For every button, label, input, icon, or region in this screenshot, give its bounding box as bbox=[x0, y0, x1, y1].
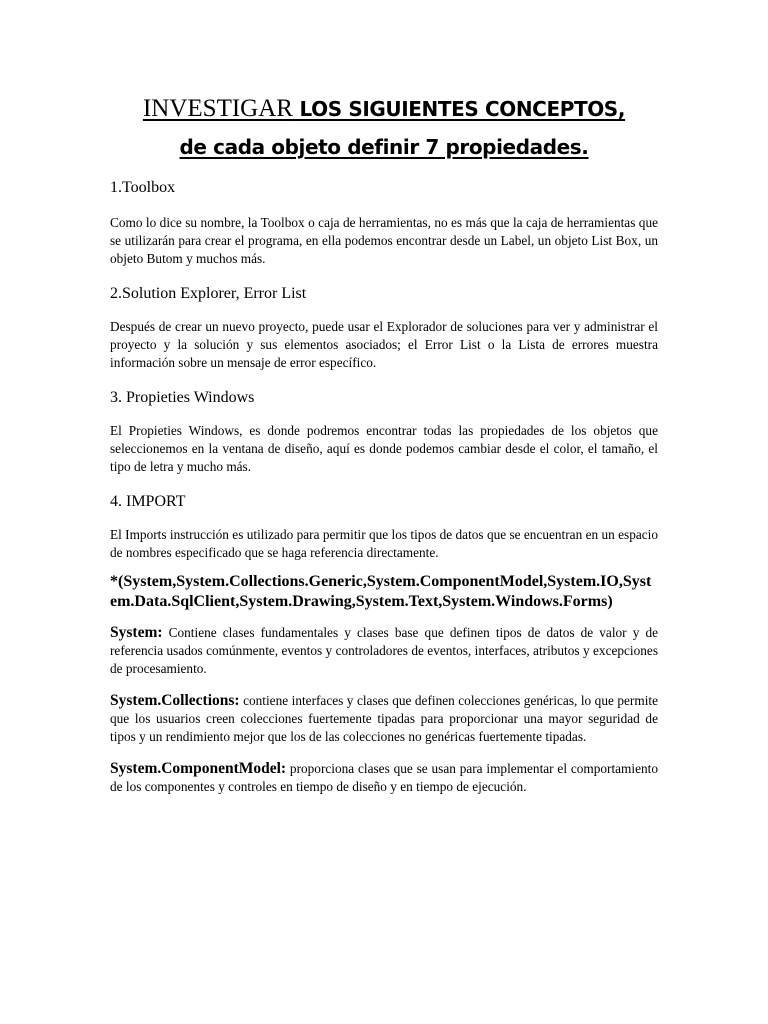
title-line-2: de cada objeto definir 7 propiedades. bbox=[179, 135, 589, 159]
section-body-import: El Imports instrucción es utilizado para permitir que los tipos de datos que se encuentran en un espacio de nombres especificado que se haga referencia directamente. bbox=[110, 527, 658, 560]
namespaces-list: *(System,System.Collections.Generic,System.ComponentModel,System.IO,System.Data.SqlClient,System.Drawing,System.Text,System.Windows.Forms) bbox=[110, 573, 652, 610]
definition-system-componentmodel bbox=[110, 760, 658, 796]
definition-term: System.Collections: bbox=[110, 692, 240, 709]
definition-text: proporciona clases que se usan para implementar el comportamiento de los componentes y controles en tiempo de diseño y en tiempo de ejecución. bbox=[110, 761, 658, 794]
definition-system-collections bbox=[110, 692, 658, 746]
definition-text: contiene interfaces y clases que definen colecciones genéricas, lo que permite que los usuarios creen colecciones fuertemente tipadas para proporcionar una mayor seguridad de tipos y un rendimiento mejor que los de las colecciones no genéricas fuertemente tipadas. bbox=[110, 693, 658, 744]
document-title bbox=[110, 88, 658, 164]
section-body-toolbox: Como lo dice su nombre, la Toolbox o caja de herramientas, no es más que la caja de herramientas que se utilizarán para crear el programa, en ella podemos encontrar desde un Label, un objeto List Box, un objeto Butom y muchos más. bbox=[110, 215, 658, 266]
section-heading-properties-windows: 3. Propieties Windows bbox=[110, 389, 255, 406]
section-heading-toolbox: 1.Toolbox bbox=[110, 179, 176, 196]
section-body-solution-explorer: Después de crear un nuevo proyecto, puede usar el Explorador de soluciones para ver y administrar el proyecto y la solución y sus elementos asociados; el Error List o la Lista de errores muestra información sobre un mensaje de error específico. bbox=[110, 319, 658, 370]
section-heading-solution-explorer: 2.Solution Explorer, Error List bbox=[110, 285, 307, 302]
document-page bbox=[110, 88, 658, 796]
section-heading-import: 4. IMPORT bbox=[110, 493, 186, 510]
definition-term: System: bbox=[110, 624, 163, 641]
section-body-properties-windows: El Propieties Windows, es donde podremos encontrar todas las propiedades de los objetos que seleccionemos en la ventana de diseño, aquí es donde podemos cambiar desde el color, el tamaño, el tipo de letra y mucho más. bbox=[110, 423, 658, 474]
definition-system bbox=[110, 624, 658, 678]
title-part-2: LOS SIGUIENTES CONCEPTOS, bbox=[292, 97, 626, 121]
title-part-1: INVESTIGAR bbox=[142, 95, 293, 122]
definition-term: System.ComponentModel: bbox=[110, 760, 287, 777]
definition-text: Contiene clases fundamentales y clases base que definen tipos de datos de valor y de referencia usados comúnmente, eventos y controladores de eventos, interfaces, atributos y excepciones de procesamiento. bbox=[110, 625, 658, 676]
